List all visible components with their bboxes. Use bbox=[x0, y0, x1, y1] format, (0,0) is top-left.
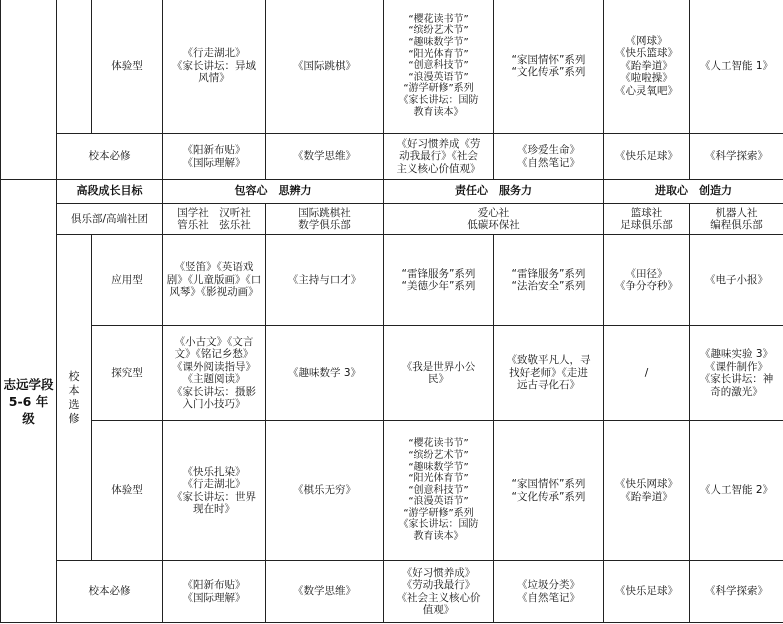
course-cell bbox=[266, 326, 384, 421]
cell-line: 《我是世界小公 bbox=[401, 360, 476, 373]
elective-label: 校本选修 bbox=[68, 369, 80, 425]
cell-line: 《行走湖北》 bbox=[182, 47, 246, 60]
cell-line: 《家长讲坛：国防 bbox=[398, 519, 479, 531]
goals-label: 高段成长目标 bbox=[57, 180, 163, 204]
row-label: 体验型 bbox=[92, 0, 163, 134]
cell-line: 教育读本》 bbox=[413, 106, 464, 118]
cell-line: 动我最行》《社会 bbox=[399, 150, 478, 163]
cell-line: 《劳动我最行》 bbox=[401, 579, 476, 591]
cell-line: 《课件制作》 bbox=[705, 360, 768, 373]
cell-line: 现在时》 bbox=[193, 503, 235, 515]
cell-line: 《心灵氧吧》 bbox=[615, 84, 678, 97]
course-cell bbox=[494, 326, 604, 421]
lower-tiyan-row bbox=[1, 421, 783, 561]
club-cell bbox=[384, 204, 604, 235]
cell-line: 《阳新布贴》 bbox=[182, 579, 246, 591]
cell-line: “雷锋服务”系列 bbox=[401, 267, 476, 280]
course-cell bbox=[690, 326, 783, 421]
stage-name-line1: 志远学段 bbox=[3, 376, 54, 392]
course-cell bbox=[494, 134, 604, 180]
cell-line: “阳光体育节” bbox=[408, 48, 469, 60]
stage-name-line2: 5-6 年级 bbox=[8, 393, 49, 426]
course-cell bbox=[384, 561, 494, 623]
cell-line: 《国际理解》 bbox=[182, 591, 246, 604]
course-cell bbox=[163, 326, 266, 421]
cell-line: 国学社 汉听社 bbox=[177, 206, 251, 219]
course-cell bbox=[266, 0, 384, 134]
cell-line: 《田径》 bbox=[625, 267, 668, 280]
cell-line: 《主持与口才》 bbox=[287, 273, 362, 286]
row-label: 校本必修 bbox=[57, 134, 163, 180]
club-cell bbox=[163, 204, 266, 235]
cell-line: “趣味数学节” bbox=[408, 37, 469, 49]
row-label: 探究型 bbox=[92, 326, 163, 421]
cell-line: / bbox=[644, 366, 649, 379]
cell-line: 《自然笔记》 bbox=[517, 156, 580, 169]
course-cell bbox=[163, 421, 266, 561]
goal-1: 包容心 思辨力 bbox=[163, 180, 384, 204]
cell-line: 《快乐网球》 bbox=[615, 478, 678, 490]
cell-line: 入门小技巧》 bbox=[182, 398, 246, 410]
course-cell bbox=[690, 421, 783, 561]
cell-line: “游学研修”系列 bbox=[403, 83, 474, 95]
course-cell bbox=[494, 421, 604, 561]
course-cell bbox=[266, 561, 384, 623]
cell-line: 民》 bbox=[428, 373, 449, 385]
cell-line: “樱花读书节” bbox=[408, 438, 469, 450]
cell-line: 《小古文》《文言 bbox=[174, 335, 254, 348]
cell-line: “法治安全”系列 bbox=[511, 280, 586, 292]
course-cell bbox=[384, 0, 494, 134]
course-cell bbox=[163, 235, 266, 326]
cell-line: 《快乐扎染》 bbox=[182, 465, 246, 478]
cell-line: 《数学思维》 bbox=[293, 585, 356, 598]
course-cell bbox=[604, 326, 690, 421]
goals-row bbox=[1, 180, 783, 204]
course-cell bbox=[384, 235, 494, 326]
cell-line: 《人工智能 1》 bbox=[699, 59, 774, 72]
course-cell bbox=[604, 0, 690, 134]
cell-line: 《电子小报》 bbox=[705, 273, 768, 286]
clubs-row bbox=[1, 204, 783, 235]
cell-line: 《家长讲坛：异域 bbox=[172, 59, 256, 72]
elective-label-cell bbox=[57, 235, 92, 561]
row-label: 应用型 bbox=[92, 235, 163, 326]
clubs-label: 俱乐部/高端社团 bbox=[57, 204, 163, 235]
cell-line: “家国情怀”系列 bbox=[511, 478, 586, 490]
cell-line: 《国际理解》 bbox=[182, 156, 246, 169]
cell-line: 《家长讲坛：世界 bbox=[172, 490, 256, 503]
lower-bibiu-row bbox=[1, 561, 783, 623]
course-cell bbox=[266, 421, 384, 561]
cell-line: “樱花读书节” bbox=[408, 13, 469, 25]
cell-line: 《垃圾分类》 bbox=[517, 579, 580, 591]
cell-line: 《棋乐无穷》 bbox=[293, 484, 356, 497]
cell-line: 主义核心价值观》 bbox=[396, 162, 481, 175]
course-cell bbox=[604, 235, 690, 326]
cell-line: 《跆拳道》 bbox=[620, 59, 673, 72]
cell-line: 《国际跳棋》 bbox=[293, 59, 356, 72]
cell-line: 奇的激光》 bbox=[710, 385, 763, 398]
yingyong-row bbox=[1, 235, 783, 326]
cell-line: “雷锋服务”系列 bbox=[511, 267, 586, 280]
course-cell bbox=[384, 134, 494, 180]
cell-line: 《家长讲坛：国防 bbox=[398, 94, 479, 106]
course-cell bbox=[690, 0, 783, 134]
cell-line: 文》《铭记乡愁》 bbox=[174, 348, 254, 360]
cell-line: 《跆拳道》 bbox=[620, 490, 673, 503]
cell-line: 远古寻化石》 bbox=[517, 379, 580, 392]
cell-line: 篮球社 bbox=[630, 206, 663, 219]
cell-line: “创意科技节” bbox=[408, 60, 469, 72]
cell-line: 《阳新布贴》 bbox=[182, 144, 246, 156]
cell-line: “游学研修”系列 bbox=[403, 507, 474, 519]
course-cell bbox=[604, 134, 690, 180]
club-cell bbox=[690, 204, 783, 235]
course-cell bbox=[384, 326, 494, 421]
cell-line: 《趣味数学 3》 bbox=[287, 366, 362, 379]
stage-name-cell bbox=[1, 180, 57, 623]
course-cell bbox=[266, 235, 384, 326]
cell-line: 教育读本》 bbox=[413, 531, 464, 543]
cell-line: 《家长讲坛：神 bbox=[699, 373, 774, 385]
cell-line: “缤纷艺术节” bbox=[408, 449, 469, 461]
cell-line: “浪漫英语节” bbox=[408, 71, 469, 83]
cell-line: 《啦啦操》 bbox=[620, 72, 673, 85]
cell-line: 低碳环保社 bbox=[467, 219, 520, 231]
cell-line: “美德少年”系列 bbox=[401, 280, 476, 292]
course-cell bbox=[163, 561, 266, 623]
cell-line: 《竖笛》《英语戏 bbox=[174, 261, 254, 274]
cell-line: 编程俱乐部 bbox=[710, 219, 763, 231]
cell-line: 风琴》《影视动画》 bbox=[169, 286, 259, 299]
cell-line: 《家长讲坛：摄影 bbox=[172, 385, 256, 398]
cell-line: 《珍爱生命》 bbox=[517, 144, 580, 156]
row-label: 体验型 bbox=[92, 421, 163, 561]
cell-line: 值观》 bbox=[422, 604, 455, 616]
cell-line: 足球俱乐部 bbox=[620, 219, 673, 231]
cell-line: “创意科技节” bbox=[408, 484, 469, 496]
course-cell bbox=[494, 561, 604, 623]
cell-line: “阳光体育节” bbox=[408, 473, 469, 485]
upper-stage-cell bbox=[1, 0, 57, 180]
cell-line: 风情》 bbox=[198, 72, 230, 85]
goal-2: 责任心 服务力 bbox=[384, 180, 604, 204]
course-cell bbox=[604, 421, 690, 561]
club-cell bbox=[266, 204, 384, 235]
cell-line: “缤纷艺术节” bbox=[408, 25, 469, 37]
upper-tiyan-row bbox=[1, 0, 783, 134]
cell-line: 《自然笔记》 bbox=[517, 591, 580, 604]
cell-line: 剧》《儿童版画》《口 bbox=[166, 273, 262, 286]
cell-line: 《社会主义核心价 bbox=[396, 591, 481, 604]
cell-line: “家国情怀”系列 bbox=[511, 53, 586, 66]
cell-line: 《行走湖北》 bbox=[182, 478, 246, 490]
cell-line: 《好习惯养成》 bbox=[401, 566, 476, 579]
cell-line: “趣味数学节” bbox=[408, 461, 469, 473]
tanjiu-row bbox=[1, 326, 783, 421]
cell-line: 《致敬平凡人，寻 bbox=[506, 354, 591, 367]
cell-line: 《科学探索》 bbox=[705, 585, 768, 598]
cell-line: 《科学探索》 bbox=[705, 150, 768, 163]
cell-line: 《快乐足球》 bbox=[615, 585, 678, 598]
cell-line: 《好习惯养成《劳 bbox=[396, 137, 481, 150]
cell-line: 《快乐足球》 bbox=[615, 150, 678, 163]
cell-line: 《网球》 bbox=[625, 34, 668, 47]
course-cell bbox=[494, 235, 604, 326]
club-cell bbox=[604, 204, 690, 235]
cell-line: 机器人社 bbox=[715, 206, 758, 219]
course-cell bbox=[690, 134, 783, 180]
cell-line: 国际跳棋社 bbox=[298, 206, 351, 219]
cell-line: 数学俱乐部 bbox=[298, 219, 351, 231]
cell-line: 《课外阅读指导》 bbox=[172, 360, 256, 373]
cell-line: “文化传承”系列 bbox=[511, 490, 586, 503]
course-cell bbox=[494, 0, 604, 134]
course-cell bbox=[690, 235, 783, 326]
cell-line: 找好老师》《走进 bbox=[509, 366, 588, 379]
course-cell bbox=[266, 134, 384, 180]
cell-line: “浪漫英语节” bbox=[408, 496, 469, 508]
cell-line: 《趣味实验 3》 bbox=[699, 348, 774, 360]
cell-line: 《数学思维》 bbox=[293, 150, 356, 163]
course-cell bbox=[163, 134, 266, 180]
course-cell bbox=[690, 561, 783, 623]
row-label: 校本必修 bbox=[57, 561, 163, 623]
cell-line: 《人工智能 2》 bbox=[699, 484, 774, 497]
cell-line: 《主题阅读》 bbox=[182, 373, 246, 385]
goal-3: 进取心 创造力 bbox=[604, 180, 783, 204]
course-cell bbox=[604, 561, 690, 623]
cell-line: 《快乐篮球》 bbox=[615, 47, 678, 60]
course-cell bbox=[163, 0, 266, 134]
cell-line: “文化传承”系列 bbox=[511, 66, 586, 78]
cell-line: 《争分夺秒》 bbox=[615, 280, 678, 292]
cell-line: 管乐社 弦乐社 bbox=[177, 219, 251, 231]
upper-bibiu-row bbox=[1, 134, 783, 180]
upper-elective-cell bbox=[57, 0, 92, 134]
cell-line: 爱心社 bbox=[477, 206, 510, 219]
course-cell bbox=[384, 421, 494, 561]
